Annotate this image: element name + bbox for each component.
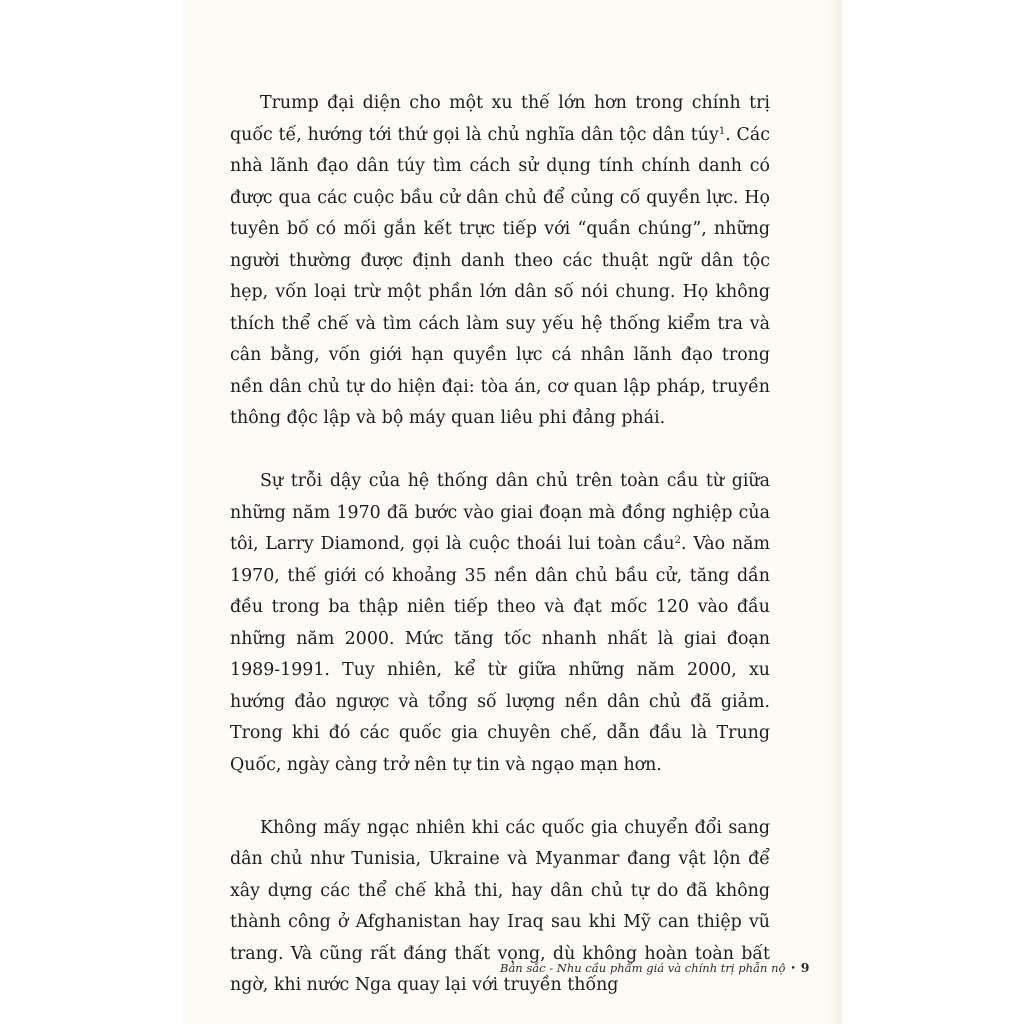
footer-bullet: • — [790, 964, 796, 974]
book-title: Bản sắc - Nhu cầu phẩm giá và chính trị phẫn nộ — [500, 961, 786, 975]
paragraph-1-continuation: . Các nhà lãnh đạo dân túy tìm cách sử dụng tính chính danh có được qua các cuộc bầu cử dân chủ để củng cố quyền lực. Họ tuyên bố có mối gắn kết trực tiếp với “quần chúng”, những người thường được định danh theo các thuật ngữ dân tộc hẹp, vốn loại trừ một phần lớn dân số nói chung. Họ không thích thể chế và tìm cách làm suy yếu hệ thống kiểm tra và cân bằng, vốn giới hạn quyền lực cá nhân lãnh đạo trong nền dân chủ tự do hiện đại: tòa án, cơ quan lập pháp, truyền thông độc lập và bộ máy quan liêu phi đảng phái. — [230, 124, 770, 428]
paragraph-1 — [230, 88, 770, 435]
footnote-ref-2: 2 — [674, 535, 681, 546]
paragraph-2-continuation: . Vào năm 1970, thế giới có khoảng 35 nền dân chủ bầu cử, tăng dần đều trong ba thập niên tiếp theo và đạt mốc 120 vào đầu những năm 2000. Mức tăng tốc nhanh nhất là giai đoạn 1989-1991. Tuy nhiên, kể từ giữa những năm 2000, xu hướng đảo ngược và tổng số lượng nền dân chủ đã giảm. Trong khi đó các quốc gia chuyên chế, dẫn đầu là Trung Quốc, ngày càng trở nên tự tin và ngạo mạn hơn. — [230, 534, 770, 775]
running-footer — [500, 960, 810, 975]
footnote-ref-1: 1 — [718, 125, 726, 137]
paragraph-3-text: Không mấy ngạc nhiên khi các quốc gia chuyển đổi sang dân chủ như Tunisia, Ukraine và Myanmar đang vật lộn để xây dựng các thể chế khả thi, hay dân chủ tự do đã không thành công ở Afghanistan hay Iraq sau khi Mỹ can thiệp vũ trang. Và cũng rất đáng thất vọng, dù không hoàn toàn bất ngờ, khi nước Nga quay lại với truyền thống — [230, 817, 770, 995]
page-number: 9 — [800, 960, 810, 975]
paragraph-2-text: Sự trỗi dậy của hệ thống dân chủ trên toàn cầu từ giữa những năm 1970 đã bước vào giai đoạn mà đồng nghiệp của tôi, Larry Diamond, gọi là cuộc thoái lui toàn cầu — [230, 471, 770, 554]
body-text — [230, 88, 770, 1002]
page-edge-shadow — [828, 0, 842, 1024]
paragraph-1-text: Trump đại diện cho một xu thế lớn hơn trong chính trị quốc tế, hướng tới thứ gọi là chủ nghĩa dân tộc dân túy — [230, 93, 770, 145]
paragraph-2 — [230, 466, 770, 781]
